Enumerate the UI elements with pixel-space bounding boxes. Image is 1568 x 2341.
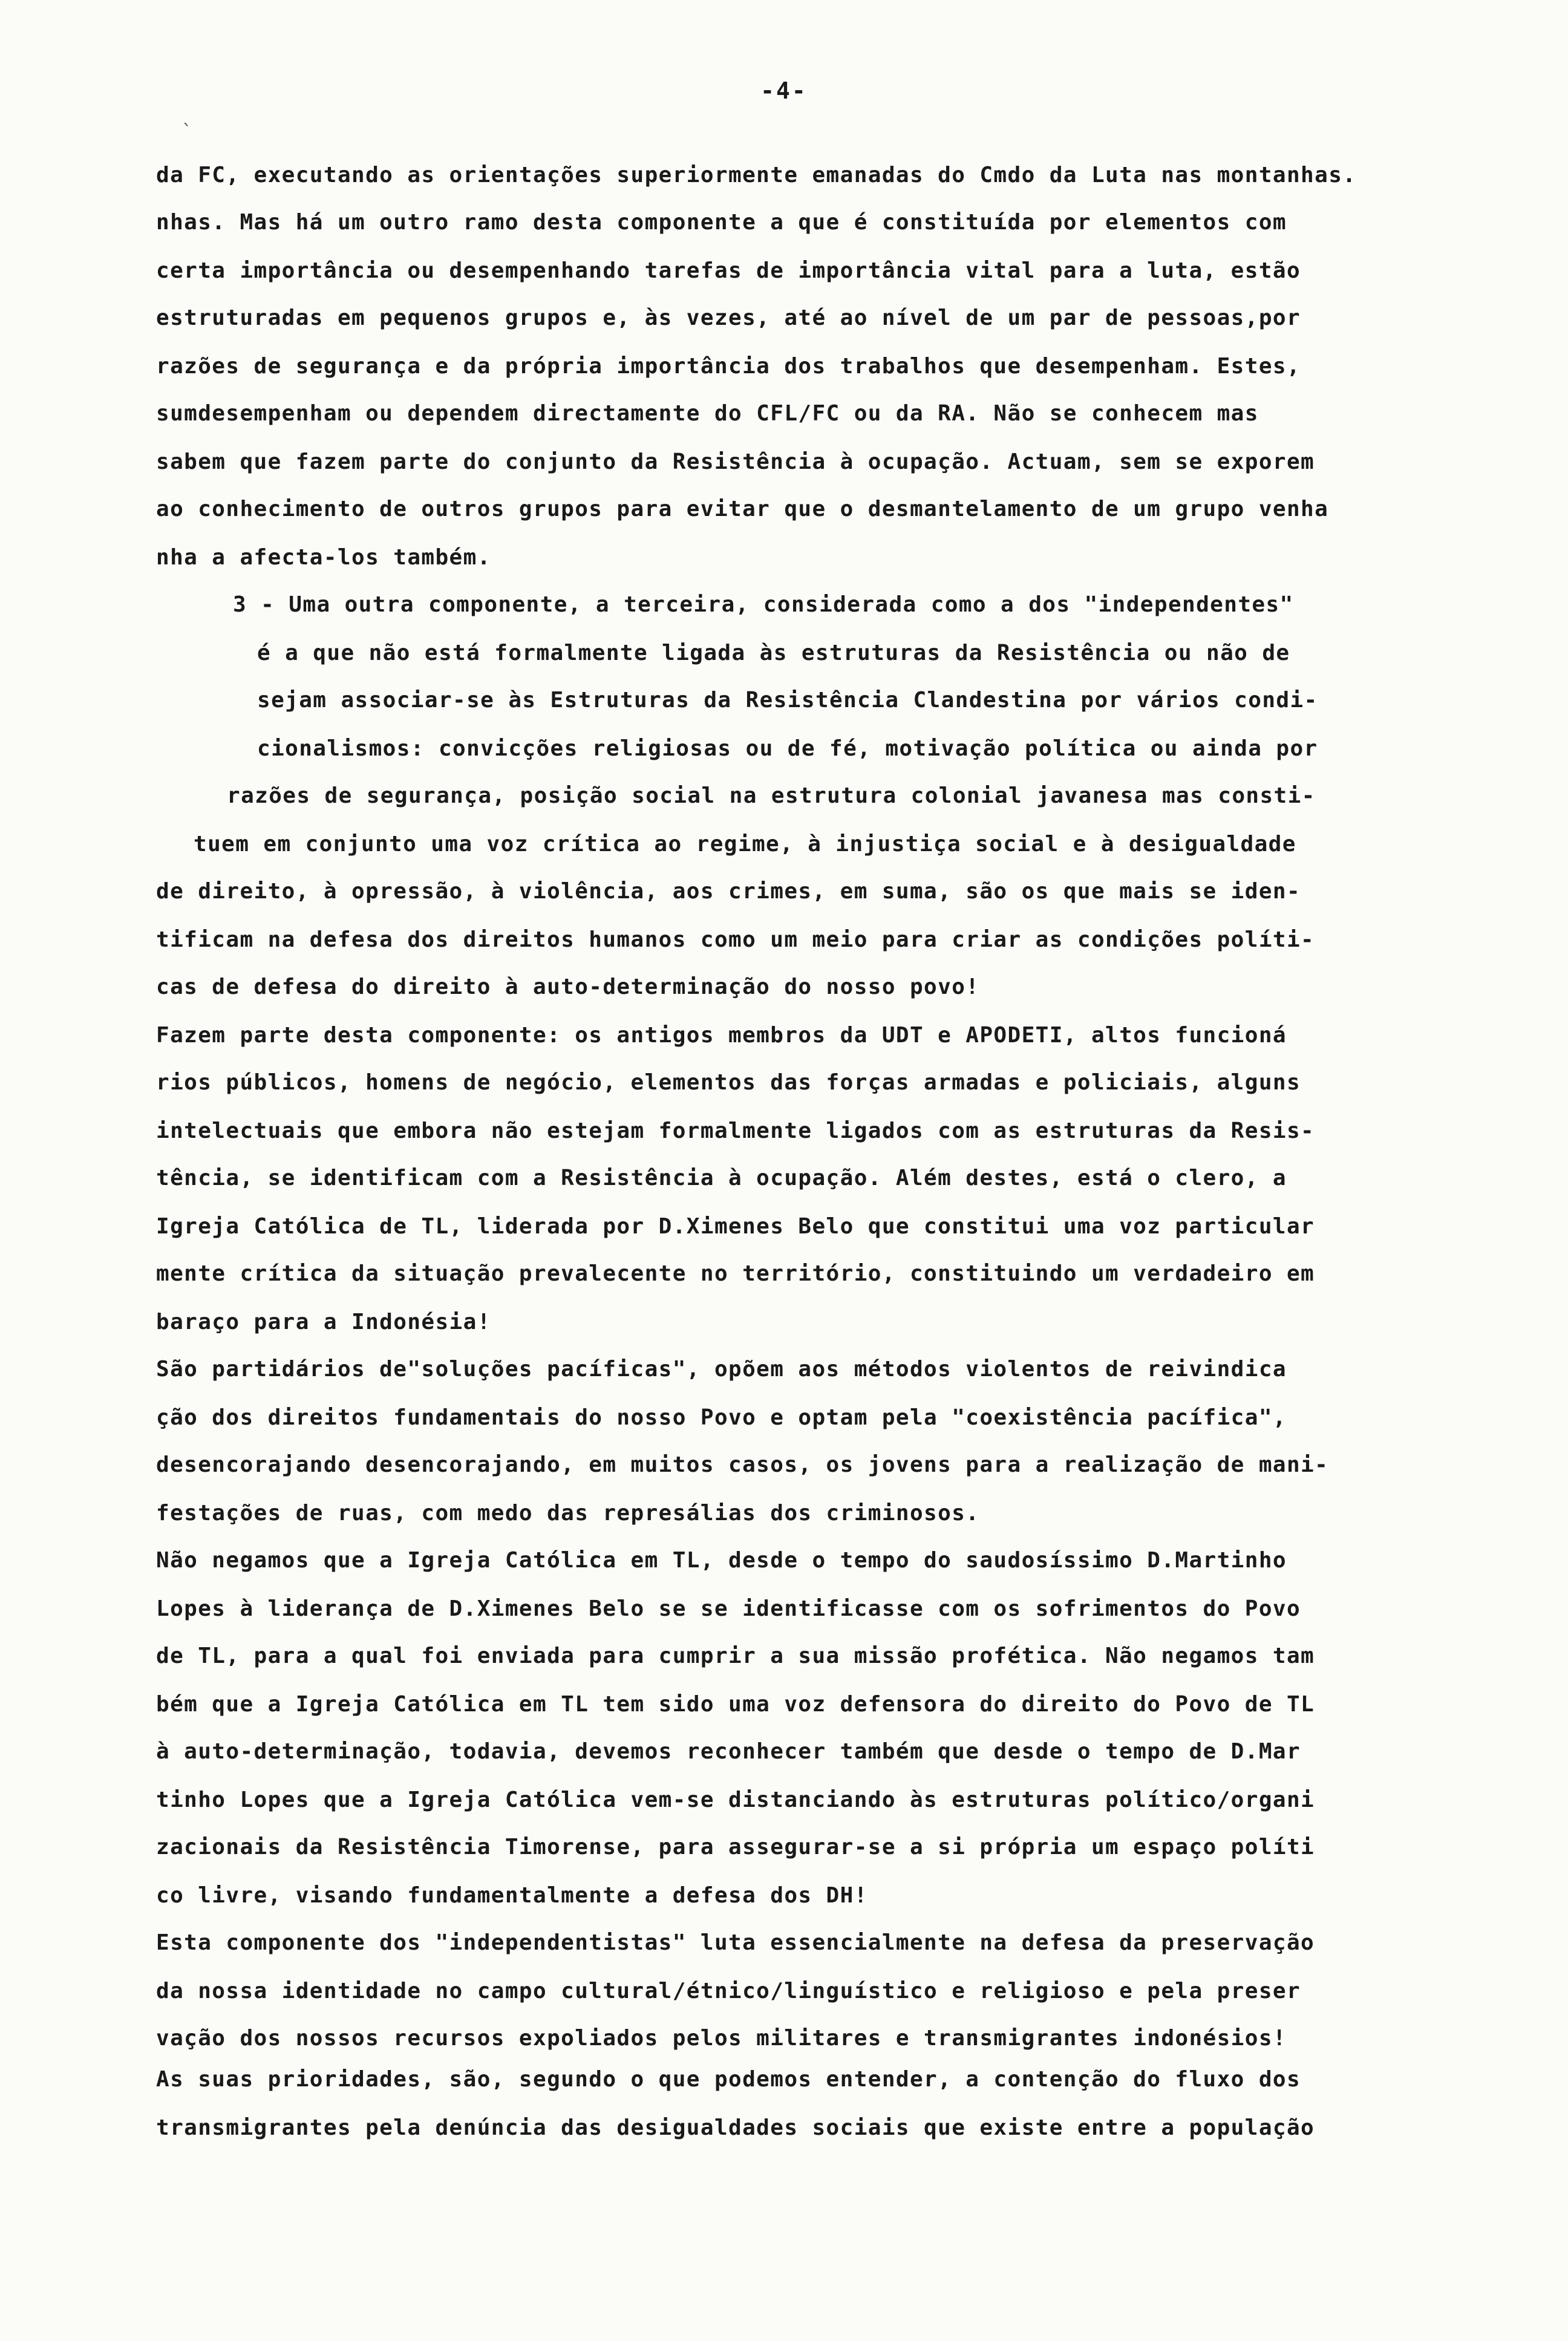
text-line: de direito, à opressão, à violência, aos crimes, em suma, são os que mais se iden- <box>156 879 1301 904</box>
text-line: desencorajando desencorajando, em muitos casos, os jovens para a realização de mani- <box>156 1452 1329 1477</box>
text-line: cionalismos: convicções religiosas ou de fé, motivação política ou ainda por <box>257 736 1318 761</box>
text-line: Lopes à liderança de D.Ximenes Belo se se identificasse com os sofrimentos do Povo <box>156 1596 1301 1621</box>
text-line: tinho Lopes que a Igreja Católica vem-se distanciando às estruturas político/organi <box>156 1788 1315 1812</box>
text-line: rios públicos, homens de negócio, elementos das forças armadas e policiais, alguns <box>156 1070 1301 1095</box>
text-line: tificam na defesa dos direitos humanos como um meio para criar as condições políti- <box>156 927 1315 952</box>
text-line: da FC, executando as orientações superiormente emanadas do Cmdo da Luta nas montanhas. <box>156 163 1357 188</box>
text-line: bém que a Igreja Católica em TL tem sido uma voz defensora do direito do Povo de TL <box>156 1692 1315 1717</box>
text-line: é a que não está formalmente ligada às estruturas da Resistência ou não de <box>257 641 1290 665</box>
text-line: tência, se identificam com a Resistência à ocupação. Além destes, está o clero, a <box>156 1166 1287 1190</box>
text-line: São partidários de"soluções pacíficas", opõem aos métodos violentos de reivindica <box>156 1357 1287 1382</box>
text-line: Fazem parte desta componente: os antigos membros da UDT e APODETI, altos funcioná <box>156 1023 1287 1048</box>
text-line: zacionais da Resistência Timorense, para assegurar-se a si própria um espaço políti <box>156 1835 1315 1859</box>
text-line: razões de segurança, posição social na estrutura colonial javanesa mas consti- <box>227 783 1316 808</box>
text-line: nha a afecta-los também. <box>156 545 491 570</box>
text-line: ção dos direitos fundamentais do nosso Povo e optam pela "coexistência pacífica", <box>156 1405 1287 1430</box>
text-line: sejam associar-se às Estruturas da Resistência Clandestina por vários condi- <box>257 688 1318 713</box>
text-line: ao conhecimento de outros grupos para evitar que o desmantelamento de um grupo venha <box>156 497 1329 521</box>
text-line: razões de segurança e da própria importância dos trabalhos que desempenham. Estes, <box>156 354 1301 379</box>
text-line: intelectuais que embora não estejam formalmente ligados com as estruturas da Resis- <box>156 1118 1315 1143</box>
text-line: 3 - Uma outra componente, a terceira, considerada como a dos "independentes" <box>233 592 1294 617</box>
text-line: mente crítica da situação prevalecente no território, constituindo um verdadeiro em <box>156 1261 1315 1286</box>
text-line: co livre, visando fundamentalmente a defesa dos DH! <box>156 1883 868 1908</box>
text-line: baraço para a Indonésia! <box>156 1310 491 1334</box>
page-number: -4- <box>760 77 808 104</box>
text-line: sabem que fazem parte do conjunto da Resistência à ocupação. Actuam, sem se exporem <box>156 449 1315 474</box>
scan-speck: ` <box>181 121 193 142</box>
text-line: estruturadas em pequenos grupos e, às vezes, até ao nível de um par de pessoas,por <box>156 305 1301 330</box>
text-line: festações de ruas, com medo das represálias dos criminosos. <box>156 1501 980 1526</box>
text-line: As suas prioridades, são, segundo o que podemos entender, a contenção do fluxo dos <box>156 2067 1301 2092</box>
text-line: cas de defesa do direito à auto-determinação do nosso povo! <box>156 975 980 999</box>
text-line: vação dos nossos recursos expoliados pelos militares e transmigrantes indonésios! <box>156 2026 1287 2051</box>
text-line: sumdesempenham ou dependem directamente do CFL/FC ou da RA. Não se conhecem mas <box>156 401 1259 426</box>
text-line: de TL, para a qual foi enviada para cumprir a sua missão profética. Não negamos tam <box>156 1644 1315 1668</box>
text-line: nhas. Mas há um outro ramo desta componente a que é constituída por elementos com <box>156 210 1287 235</box>
text-line: da nossa identidade no campo cultural/étnico/linguístico e religioso e pela preser <box>156 1979 1301 2003</box>
text-line: Esta componente dos "independentistas" luta essencialmente na defesa da preservação <box>156 1930 1315 1955</box>
text-line: tuem em conjunto uma voz crítica ao regime, à injustiça social e à desigualdade <box>194 832 1296 857</box>
text-line: certa importância ou desempenhando tarefas de importância vital para a luta, estão <box>156 258 1301 283</box>
text-line: Igreja Católica de TL, liderada por D.Ximenes Belo que constitui uma voz particular <box>156 1214 1315 1239</box>
text-line: transmigrantes pela denúncia das desigualdades sociais que existe entre a população <box>156 2115 1315 2140</box>
text-line: à auto-determinação, todavia, devemos reconhecer também que desde o tempo de D.Mar <box>156 1739 1301 1764</box>
text-line: Não negamos que a Igreja Católica em TL, desde o tempo do saudosíssimo D.Martinho <box>156 1548 1287 1573</box>
